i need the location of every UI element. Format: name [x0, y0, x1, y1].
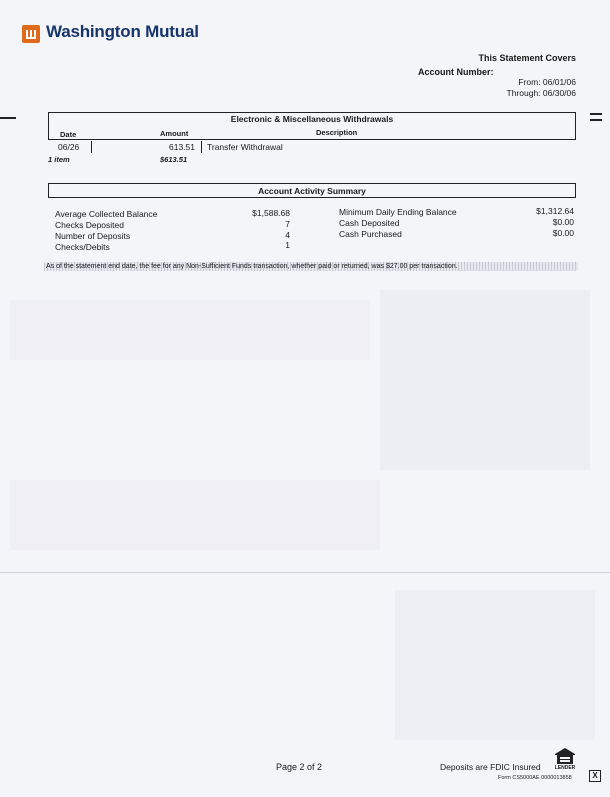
- show-through-texture: [380, 290, 590, 470]
- summary-value: 7: [285, 219, 290, 229]
- withdrawal-amount: 613.51: [169, 142, 195, 152]
- account-number-label: Account Number:: [418, 67, 494, 77]
- summary-value: 1: [285, 240, 290, 250]
- withdrawal-description: Transfer Withdrawal: [207, 142, 283, 152]
- summary-label: Checks Deposited: [55, 220, 124, 230]
- show-through-texture: [10, 300, 370, 360]
- lender-text: LENDER: [554, 765, 576, 771]
- column-description: Description: [316, 128, 358, 137]
- statement-from-date: From: 06/01/06: [518, 77, 576, 87]
- withdrawals-title: Electronic & Miscellaneous Withdrawals: [230, 114, 394, 124]
- column-divider: [91, 141, 92, 153]
- withdrawal-date: 06/26: [58, 142, 80, 152]
- form-number: Form CS5000AE 0000013858: [498, 775, 572, 781]
- summary-label: Cash Purchased: [339, 229, 402, 239]
- equal-housing-lender-icon: [552, 746, 578, 772]
- show-through-texture: [10, 480, 380, 550]
- summary-label: Number of Deposits: [55, 231, 131, 241]
- column-date: Date: [60, 130, 77, 139]
- page-fold-line: [0, 572, 610, 573]
- margin-mark-right: [590, 113, 602, 115]
- washington-mutual-logo-icon: [22, 25, 40, 43]
- summary-title: Account Activity Summary: [258, 186, 366, 196]
- summary-value: $0.00: [552, 228, 574, 238]
- column-amount: Amount: [160, 129, 189, 138]
- page-number: Page 2 of 2: [276, 762, 323, 772]
- summary-value: $0.00: [552, 217, 574, 227]
- statement-through-date: Through: 06/30/06: [506, 88, 576, 98]
- brand-name: Washington Mutual: [46, 22, 199, 41]
- checkbox-marked: X: [589, 770, 601, 782]
- summary-label: Average Collected Balance: [55, 209, 158, 219]
- summary-label: Checks/Debits: [55, 242, 110, 252]
- column-divider: [201, 141, 202, 153]
- fdic-insured-text: Deposits are FDIC Insured: [440, 762, 541, 772]
- summary-label: Cash Deposited: [339, 218, 400, 228]
- margin-mark-right: [590, 119, 602, 121]
- summary-value: $1,312.64: [536, 206, 574, 216]
- summary-value: 4: [285, 230, 290, 240]
- withdrawals-total-amount: $613.51: [160, 155, 188, 164]
- statement-covers-label: This Statement Covers: [478, 53, 576, 63]
- show-through-texture: [395, 590, 595, 740]
- nsf-fee-notice: As of the statement end date, the fee for any Non-Sufficient Funds transaction, whether paid or returned, was $27.00 per transaction.: [44, 262, 578, 271]
- summary-value: $1,588.68: [252, 208, 290, 218]
- withdrawals-total-count: 1 item: [48, 155, 70, 164]
- summary-label: Minimum Daily Ending Balance: [339, 207, 457, 217]
- margin-mark-left: [0, 117, 16, 119]
